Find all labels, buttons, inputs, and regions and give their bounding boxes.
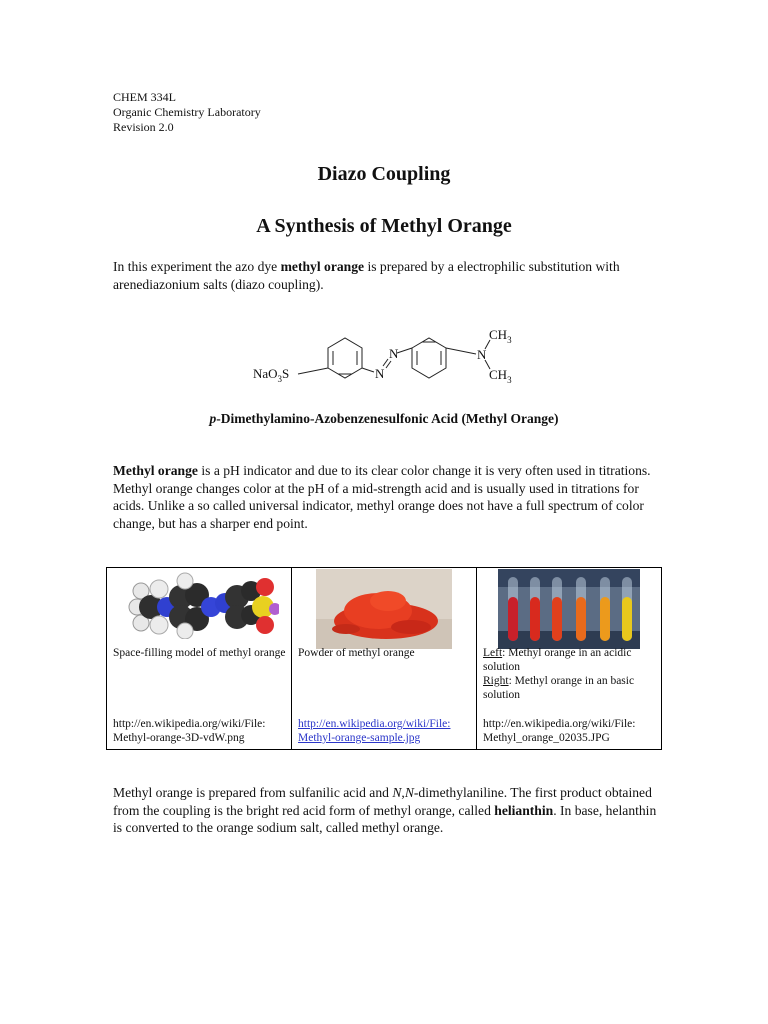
methyl-orange-structure — [245, 320, 535, 395]
p3-i1: N — [392, 785, 402, 800]
sulfonate-label: NaO$_3$S — [253, 366, 290, 384]
course-code: CHEM 334L — [113, 90, 176, 104]
figure-table — [106, 567, 662, 750]
p3-t1: Methyl orange is prepared from sulfanilic acid and — [113, 785, 393, 800]
azo-n-top: N — [389, 346, 399, 361]
powder-url-link[interactable]: http://en.wikipedia.org/wiki/File: Methyl-orange-sample.jpg — [298, 718, 451, 744]
intro-bold: methyl orange — [280, 259, 365, 274]
figure-cell-powder — [292, 568, 477, 750]
caption-italic: p — [209, 411, 217, 426]
powder-image — [316, 569, 452, 649]
powder-caption: Powder of methyl orange — [298, 647, 415, 659]
tubes-caption — [483, 646, 657, 702]
right-label: Right — [483, 675, 509, 687]
left-text: : Methyl orange in an acidic solution — [483, 647, 632, 673]
para2-bold: Methyl orange — [113, 463, 198, 478]
page-title: Diazo Coupling — [317, 163, 451, 185]
figure-cell-tubes — [477, 568, 662, 750]
caption-text: -Dimethylamino-Azobenzenesulfonic Acid (Methyl Orange) — [216, 411, 559, 426]
left-label: Left — [483, 647, 503, 659]
methyl-top: $CH_3$ — [489, 327, 512, 345]
para2-text: is a pH indicator and due to its clear color change it is very often used in titrations. Methyl orange changes color at the pH of a mid-strength acid and is usually used in titrations for acids. Unlike a so called universal indicator, methyl orange does not have a full spectrum of color change, but has a sharper end point. — [113, 463, 651, 531]
test-tubes-image — [498, 569, 640, 649]
model-caption: Space-filling model of methyl orange — [113, 647, 286, 659]
p3-t2: , — [401, 785, 405, 800]
revision: Revision 2.0 — [113, 120, 174, 134]
p3-bold: helianthin — [494, 802, 554, 818]
p3-t3: -dimethylaniline. The first product obtained from the coupling is the bright red acid form of methyl orange, called — [113, 785, 652, 818]
methyl-bottom: $CH_3$ — [489, 367, 512, 385]
intro-text-2: is prepared by a electrophilic substitution with arenediazonium salts (diazo coupling). — [113, 259, 620, 292]
model-url: http://en.wikipedia.org/wiki/File: Methyl-orange-3D-vdW.png — [113, 718, 266, 744]
p3-i2: N — [404, 785, 414, 800]
azo-n-bottom: N — [375, 366, 385, 381]
course-header — [113, 90, 261, 135]
space-filling-model-image — [119, 569, 279, 639]
intro-text-1: In this experiment the azo dye — [113, 259, 281, 274]
structure-caption — [0, 411, 768, 427]
course-name: Organic Chemistry Laboratory — [113, 105, 261, 119]
synthesis-paragraph — [113, 784, 658, 837]
figure-cell-model — [107, 568, 292, 750]
page-subtitle: A Synthesis of Methyl Orange — [256, 215, 512, 237]
indicator-paragraph — [113, 462, 658, 532]
intro-paragraph — [113, 258, 658, 293]
p3-t4: . In base, helanthin is converted to the orange sodium salt, called methyl orange. — [113, 802, 657, 835]
amine-n: N — [477, 347, 487, 362]
tubes-url: http://en.wikipedia.org/wiki/File: Methyl_orange_02035.JPG — [483, 718, 636, 744]
right-text: : Methyl orange in an basic solution — [483, 675, 635, 701]
